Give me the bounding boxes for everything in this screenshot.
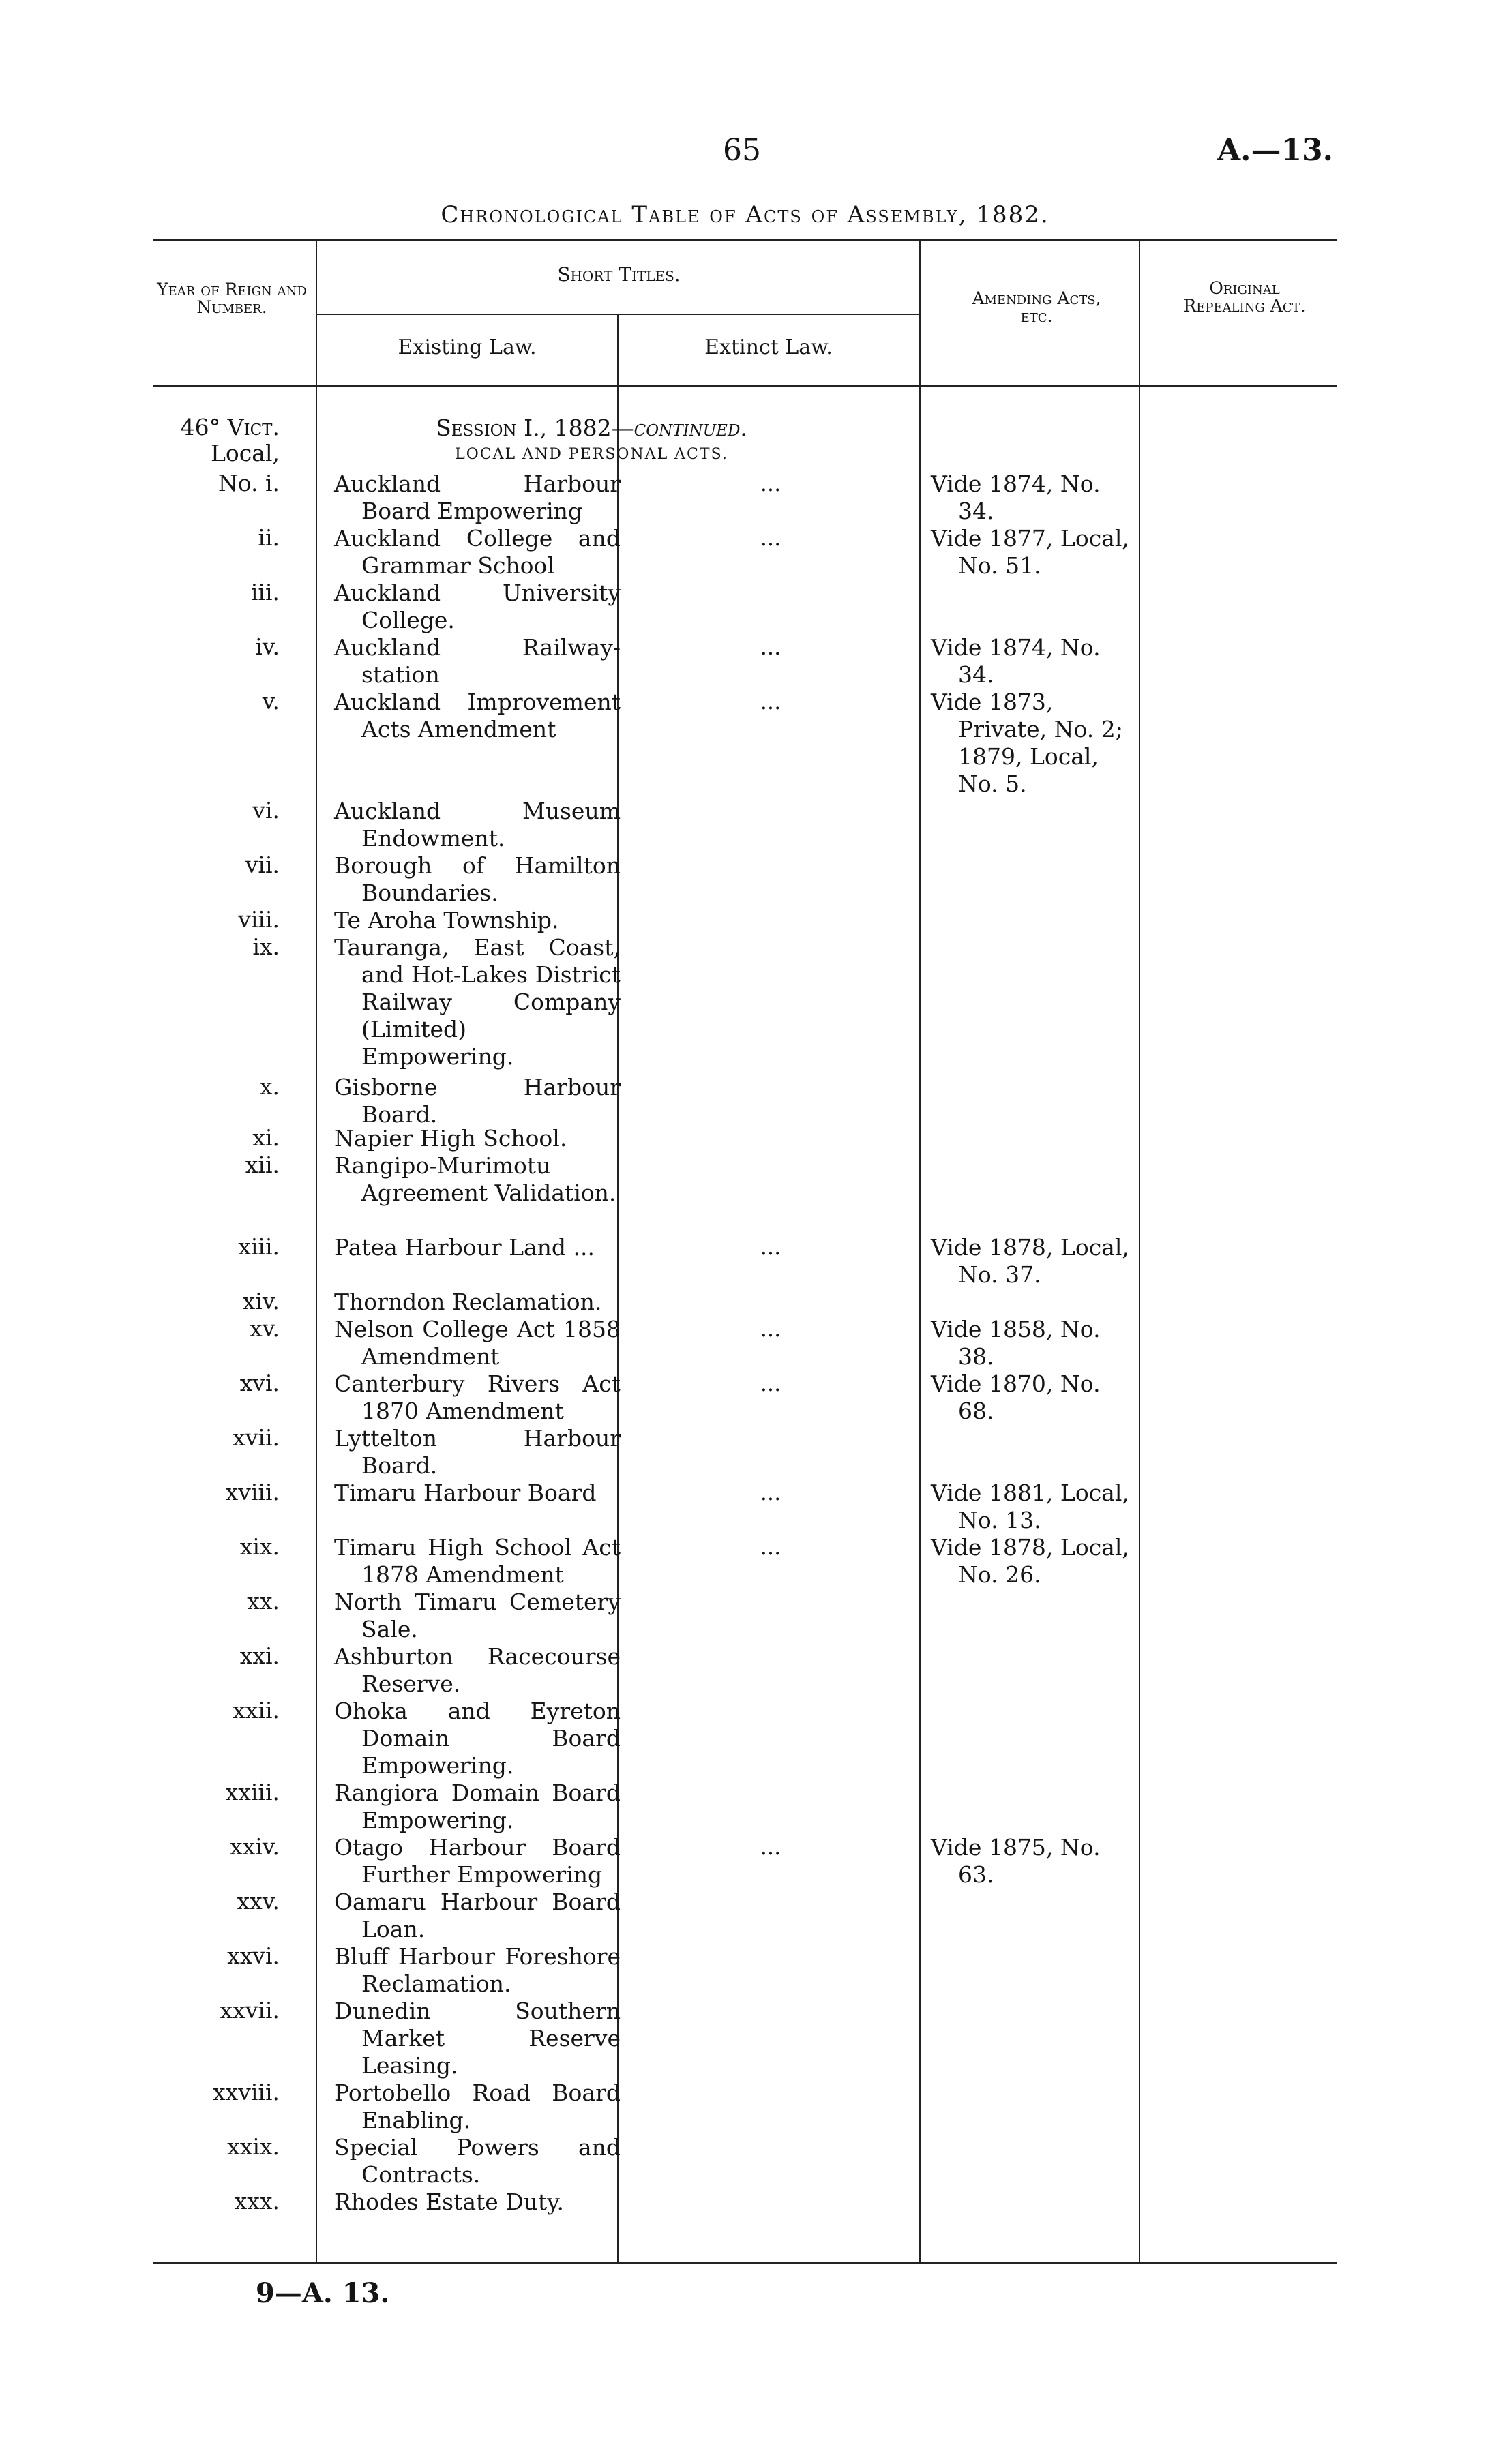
page-title: Chronological Table of Acts of Assembly, 1882. [441, 201, 1049, 228]
row-number: iv. [255, 633, 280, 660]
act-title: Tauranga, East Coast, and Hot-Lakes District Railway Company (Limited) Empowering. [334, 934, 621, 1070]
short-titles-rule [317, 314, 921, 315]
act-title: Auckland Railway-station [334, 634, 621, 688]
row-number: xxiv. [230, 1833, 280, 1860]
row-number: xiv. [242, 1288, 280, 1314]
row-number: No. i. [218, 470, 280, 496]
act-title: North Timaru Cemetery Sale. [334, 1589, 621, 1642]
act-title: Timaru Harbour Board [334, 1479, 597, 1506]
header-extinct-law: Extinct Law. [704, 335, 833, 359]
extinct-law-dots: ... [760, 470, 781, 496]
act-title: Patea Harbour Land ... [334, 1234, 595, 1261]
act-title: Rhodes Estate Duty. [334, 2189, 565, 2215]
extinct-law-dots: ... [760, 1834, 781, 1860]
extinct-law-dots: ... [760, 1316, 781, 1342]
act-title: Lyttelton Harbour Board. [334, 1425, 621, 1479]
row-number: xii. [245, 1152, 280, 1178]
table-bottom-rule [153, 2262, 1337, 2264]
extinct-law-dots: ... [760, 1234, 781, 1260]
row-number: v. [262, 688, 280, 715]
act-title: Rangipo-Murimotu Agreement Validation. [334, 1152, 616, 1206]
act-title: Thorndon Reclamation. [334, 1289, 602, 1315]
table-header-rule [153, 385, 1337, 387]
act-title: Timaru High School Act 1878 Amendment [334, 1534, 621, 1588]
session-continued: continued. [634, 415, 747, 441]
page-footer: 9—A. 13. [256, 2277, 390, 2309]
row-number: xviii. [225, 1479, 280, 1505]
header-amending-acts: Amending Acts, etc. [972, 288, 1101, 326]
act-title: Borough of Hamilton Boundaries. [334, 852, 621, 906]
extinct-law-dots: ... [760, 1370, 781, 1396]
row-number: x. [259, 1073, 280, 1100]
row-number: viii. [238, 906, 280, 933]
act-title: Te Aroha Township. [334, 907, 559, 933]
row-number: iii. [250, 579, 280, 605]
page-number: 65 [723, 133, 761, 168]
amending-act-ref: Vide 1874, No. 34. [931, 634, 1101, 688]
act-title: Otago Harbour Board Further Empowering [334, 1834, 621, 1888]
act-title: Auckland Improvement Acts Amendment [334, 689, 621, 742]
act-title: Gisborne Harbour Board. [334, 1074, 621, 1128]
amending-act-ref: Vide 1875, No. 63. [931, 1834, 1101, 1888]
row-number: xi. [252, 1124, 280, 1151]
column-divider-1 [316, 239, 317, 2262]
row-number: xvii. [233, 1424, 280, 1451]
row-number: xv. [250, 1315, 280, 1342]
row-number: xxiii. [225, 1779, 280, 1805]
column-divider-3 [919, 239, 921, 2262]
extinct-law-dots: ... [760, 689, 781, 715]
act-title: Bluff Harbour Foreshore Reclamation. [334, 1943, 621, 1997]
act-title: Special Powers and Contracts. [334, 2134, 621, 2188]
amending-act-ref: Vide 1873, Private, No. 2; 1879, Local, No. 5. [931, 689, 1123, 797]
column-divider-4 [1139, 239, 1140, 2262]
act-title: Ohoka and Eyreton Domain Board Empowering. [334, 1698, 621, 1779]
amending-act-ref: Vide 1858, No. 38. [931, 1316, 1101, 1370]
amending-act-ref: Vide 1881, Local, No. 13. [931, 1479, 1129, 1533]
reign-line-1: 46° Vict. [180, 414, 280, 440]
amending-act-ref: Vide 1874, No. 34. [931, 470, 1101, 524]
act-title: Rangiora Domain Board Empowering. [334, 1779, 621, 1833]
row-number: xiii. [238, 1233, 280, 1260]
session-subtitle: LOCAL AND PERSONAL ACTS. [455, 446, 728, 463]
act-title: Canterbury Rivers Act 1870 Amendment [334, 1370, 621, 1424]
session-title [0, 415, 1337, 441]
row-number: xxii. [233, 1697, 280, 1724]
act-title: Nelson College Act 1858 Amendment [334, 1316, 621, 1370]
row-number: xxix. [227, 2133, 280, 2160]
row-number: ii. [258, 524, 280, 551]
amending-act-ref: Vide 1870, No. 68. [931, 1370, 1101, 1424]
row-number: xxviii. [212, 2079, 280, 2105]
extinct-law-dots: ... [760, 1534, 781, 1560]
row-number: xxi. [239, 1642, 280, 1669]
act-title: Auckland Harbour Board Empowering [334, 470, 621, 524]
act-title: Dunedin Southern Market Reserve Leasing. [334, 1998, 621, 2079]
row-number: xxx. [234, 2188, 280, 2214]
row-number: xxvii. [220, 1997, 280, 2024]
header-year-reign: Year of Reign and Number. [157, 280, 307, 317]
amending-act-ref: Vide 1878, Local, No. 37. [931, 1234, 1129, 1288]
header-short-titles: Short Titles. [557, 263, 681, 286]
row-number: xx. [247, 1588, 280, 1614]
act-title: Portobello Road Board Enabling. [334, 2079, 621, 2133]
row-number: xxvi. [227, 1942, 280, 1969]
row-number: xvi. [239, 1370, 280, 1396]
reign-line-2: Local, [211, 440, 280, 466]
extinct-law-dots: ... [760, 1479, 781, 1505]
row-number: xxv. [237, 1888, 280, 1914]
act-title: Ashburton Racecourse Reserve. [334, 1643, 621, 1697]
row-number: vi. [252, 797, 280, 824]
row-number: xix. [239, 1533, 280, 1560]
document-code: A.—13. [1217, 133, 1333, 168]
act-title: Auckland College and Grammar School [334, 525, 621, 579]
amending-act-ref: Vide 1878, Local, No. 26. [931, 1534, 1129, 1588]
session-title-text: Session I., 1882— [436, 415, 634, 441]
act-title: Auckland Museum Endowment. [334, 798, 621, 852]
extinct-law-dots: ... [760, 634, 781, 660]
header-existing-law: Existing Law. [398, 335, 537, 359]
act-title: Oamaru Harbour Board Loan. [334, 1889, 621, 1942]
extinct-law-dots: ... [760, 525, 781, 551]
amending-act-ref: Vide 1877, Local, No. 51. [931, 525, 1129, 579]
header-original-repealing: Original Repealing Act. [1183, 278, 1306, 316]
table-top-rule [153, 239, 1337, 241]
act-title: Auckland University College. [334, 580, 621, 633]
row-number: vii. [245, 852, 280, 878]
row-number: ix. [252, 933, 280, 960]
act-title: Napier High School. [334, 1125, 567, 1152]
